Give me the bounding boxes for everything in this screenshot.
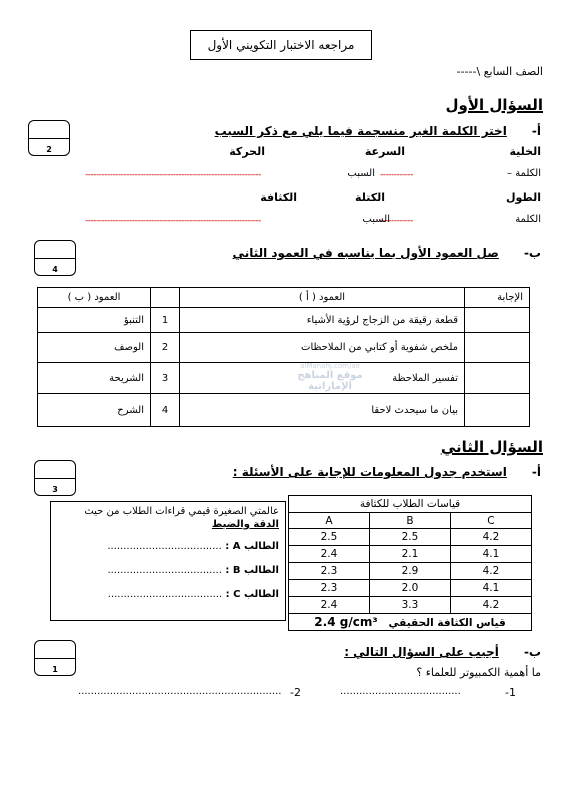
col-header-a: A [289, 513, 370, 529]
density-cell: 2.9 [369, 563, 450, 580]
watermark-url: alManahj.com/ae [300, 362, 360, 370]
answer-num-1: -1 [505, 686, 516, 699]
q2b-text: أجيب على السؤال التالي : [344, 645, 499, 659]
g2-word-2: الكتلة [355, 191, 385, 204]
q2b-line [344, 645, 541, 659]
q2a-marks: 3 [52, 485, 58, 494]
student-c-label: الطالب C : [225, 589, 279, 600]
student-b-blank[interactable]: .................................... [107, 565, 222, 576]
matching-table [37, 287, 530, 427]
student-line-c [57, 583, 279, 607]
student-c-blank[interactable]: .................................... [107, 589, 223, 600]
q1a-marks-box [28, 120, 70, 156]
density-cell: 4.2 [450, 529, 531, 546]
density-cell: 2.3 [289, 580, 370, 597]
col-a-cell: تفسير الملاحظة [180, 363, 465, 394]
density-cell: 4.2 [450, 597, 531, 614]
density-header-row [289, 513, 532, 529]
num-cell: 4 [151, 394, 180, 427]
q1b-letter: ب- [523, 246, 541, 260]
q2b-marks: 1 [52, 665, 58, 674]
true-density-value: 2.4 g/cm³ [314, 615, 378, 629]
matching-row [38, 363, 530, 394]
matching-row [38, 394, 530, 427]
g2-reason-label: السبب [362, 214, 390, 225]
g2-reason-blank[interactable]: ---------------------------------------------------------------- [85, 216, 261, 226]
q2a-letter: أ- [531, 465, 541, 479]
col-a-cell: بيان ما سيحدث لاحقا [180, 394, 465, 427]
watermark-text: موقع المناهج الإماراتية [297, 370, 363, 392]
density-cell: 2.4 [289, 597, 370, 614]
student-line-b [57, 559, 279, 583]
col-a-cell: قطعة رقيقة من الزجاج لرؤية الأشياء [180, 308, 465, 333]
density-cell: 2.3 [289, 563, 370, 580]
density-cell: 3.3 [369, 597, 450, 614]
precision-prompt-bold: الدقة والضبط [211, 519, 279, 530]
q1a-line [215, 124, 541, 138]
col-a-cell: ملخص شفوية أو كتابي من الملاحظات [180, 333, 465, 363]
g2-word-label: الكلمة [515, 214, 541, 225]
g1-reason-label: السبب [347, 168, 375, 179]
student-lines [51, 531, 285, 607]
answer-cell[interactable] [465, 333, 530, 363]
density-cell: 2.5 [289, 529, 370, 546]
density-cell: 4.1 [450, 546, 531, 563]
density-row [289, 580, 532, 597]
matching-header-row [38, 288, 530, 308]
precision-prompt-text: عالمتي الصغيرة قيمي قراءات الطلاب من حيث [84, 506, 279, 517]
student-a-blank[interactable]: .................................... [107, 541, 222, 552]
g2-word-blank[interactable]: ------------ [380, 216, 413, 226]
density-title-row [289, 496, 532, 513]
student-line-a [57, 535, 279, 559]
header-num [151, 288, 180, 308]
density-row [289, 597, 532, 614]
q2a-line [233, 465, 541, 479]
computer-question: ما أهمية الكمبيوتر للعلماء ؟ [416, 666, 541, 679]
q2a-text: استخدم جدول المعلومات للإجابة على الأسئلة : [232, 465, 507, 479]
g1-word-blank[interactable]: ------------ [380, 170, 413, 180]
answer-blank-2[interactable]: ................................................................ [78, 686, 282, 697]
q2-heading: السؤال الثاني [440, 438, 543, 456]
g1-word-label: الكلمة – [507, 168, 541, 179]
q1a-letter: أ- [531, 124, 541, 138]
density-cell: 2.5 [369, 529, 450, 546]
density-row [289, 529, 532, 546]
header-answer: الإجابة [465, 288, 530, 308]
density-cell: 4.1 [450, 580, 531, 597]
header-col-b: العمود ( ب ) [38, 288, 151, 308]
density-table [288, 495, 532, 631]
precision-question-box [50, 501, 286, 621]
q1a-marks: 2 [46, 145, 52, 154]
density-cell: 2.0 [369, 580, 450, 597]
num-cell: 3 [151, 363, 180, 394]
q1b-text: صل العمود الأول بما يناسبه في العمود الثاني [232, 246, 499, 260]
q2b-letter: ب- [523, 645, 541, 659]
exam-title-box [190, 30, 372, 60]
answer-cell[interactable] [465, 308, 530, 333]
density-table-wrap [288, 495, 532, 631]
density-row [289, 563, 532, 580]
grade-line: الصف السابع \----- [456, 65, 543, 78]
header-col-a: العمود ( أ ) [180, 288, 465, 308]
watermark [290, 362, 370, 392]
col-b-cell: الشريحة [38, 363, 151, 394]
precision-prompt [51, 502, 285, 531]
answer-cell[interactable] [465, 394, 530, 427]
g2-word-1: الطول [505, 191, 541, 204]
density-cell: 2.1 [369, 546, 450, 563]
student-a-label: الطالب A : [225, 541, 279, 552]
true-density-row [289, 614, 532, 631]
q2b-marks-box [34, 640, 76, 676]
answer-blank-1[interactable]: ...................................... [340, 686, 461, 697]
q1-heading: السؤال الأول [445, 96, 543, 114]
col-header-b: B [369, 513, 450, 529]
density-cell: 2.4 [289, 546, 370, 563]
density-table-title: قياسات الطلاب للكثافة [289, 496, 532, 513]
true-density-label: قياس الكثافة الحقيقي [388, 617, 506, 629]
col-b-cell: التنبؤ [38, 308, 151, 333]
num-cell: 1 [151, 308, 180, 333]
q1b-marks-box [34, 240, 76, 276]
g2-word-3: الكثافة [260, 191, 297, 204]
col-b-cell: الوصف [38, 333, 151, 363]
density-cell: 4.2 [450, 563, 531, 580]
g1-word-2: السرعة [364, 145, 405, 158]
density-row [289, 546, 532, 563]
exam-title: مراجعه الاختبار التكويني الأول [207, 38, 355, 52]
answer-num-2: -2 [290, 686, 301, 699]
matching-row [38, 308, 530, 333]
q1b-marks: 4 [52, 265, 58, 274]
student-b-label: الطالب B : [225, 565, 279, 576]
g1-word-3: الحركة [229, 145, 265, 158]
true-density-cell [289, 614, 532, 631]
q1b-line [233, 246, 541, 260]
g1-word-1: الخلية [509, 145, 541, 158]
col-b-cell: الشرح [38, 394, 151, 427]
q2a-marks-box [34, 460, 76, 496]
matching-row [38, 333, 530, 363]
q1a-text: اختر الكلمة الغير منسجمة فيما يلي مع ذكر السبب [214, 124, 507, 138]
g1-reason-blank[interactable]: ---------------------------------------------------------------- [85, 170, 261, 180]
answer-cell[interactable] [465, 363, 530, 394]
num-cell: 2 [151, 333, 180, 363]
col-header-c: C [450, 513, 531, 529]
